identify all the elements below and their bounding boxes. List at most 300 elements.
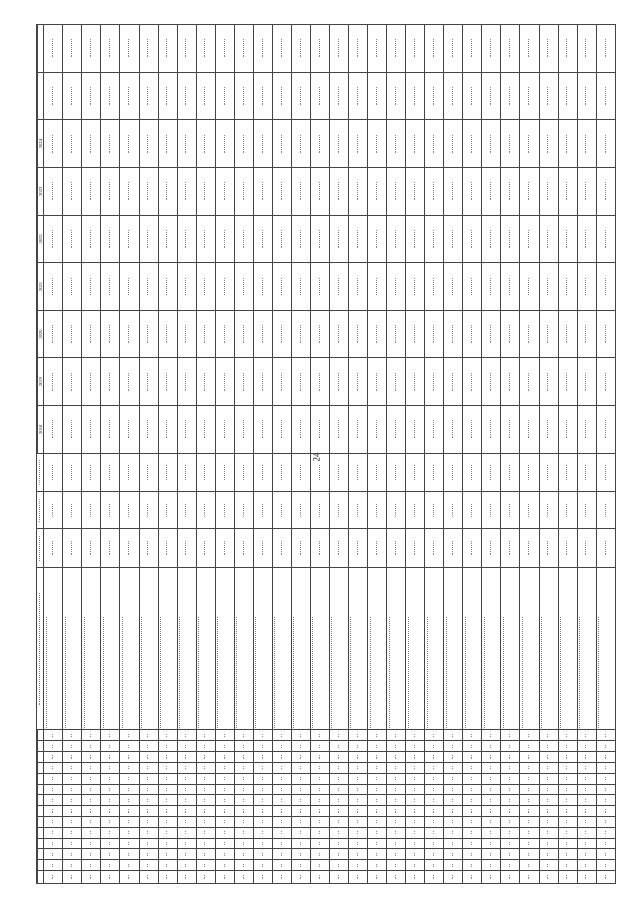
illegible-text (90, 87, 93, 105)
illegible-text (338, 745, 341, 748)
illegible-text (605, 810, 608, 813)
row-value-cell (158, 795, 177, 806)
row-value-cell (349, 310, 368, 358)
row-value-cell (482, 795, 501, 806)
row-value-cell (63, 752, 82, 763)
row-value-cell (120, 784, 139, 795)
illegible-text (166, 777, 169, 780)
row-value-cell (44, 795, 63, 806)
row-value-cell (215, 168, 234, 216)
row-value-cell (349, 730, 368, 741)
illegible-text (585, 810, 588, 813)
row-value-cell (596, 72, 615, 120)
table-row (425, 25, 444, 884)
illegible-text (281, 799, 284, 802)
row-value-cell (158, 860, 177, 871)
header-year: 2023 (38, 168, 44, 216)
row-value-cell (120, 806, 139, 817)
row-value-cell (463, 310, 482, 358)
illegible-text (522, 617, 525, 728)
illegible-text (255, 617, 258, 728)
illegible-text (185, 766, 188, 769)
row-value-cell (139, 806, 158, 817)
row-value-cell (482, 816, 501, 827)
row-value-cell (158, 762, 177, 773)
illegible-text (166, 135, 169, 153)
row-value-cell (101, 168, 120, 216)
row-value-cell (63, 730, 82, 741)
illegible-text (338, 465, 341, 479)
row-value-cell (139, 795, 158, 806)
row-value-cell (349, 25, 368, 73)
illegible-text (452, 820, 455, 823)
row-value-cell (234, 871, 253, 884)
illegible-text (433, 875, 436, 879)
row-value-cell (158, 358, 177, 406)
row-value-cell (215, 838, 234, 849)
row-value-cell (63, 492, 82, 529)
illegible-text (262, 135, 265, 153)
illegible-text (395, 230, 398, 248)
row-value-cell (577, 358, 596, 406)
header-year: 2022 (38, 215, 44, 263)
illegible-text (357, 373, 360, 391)
illegible-text (243, 39, 246, 57)
illegible-text (490, 325, 493, 343)
row-value-cell (253, 806, 272, 817)
row-value-cell (349, 405, 368, 453)
illegible-text (605, 842, 608, 845)
illegible-text (490, 810, 493, 813)
row-value-cell (520, 838, 539, 849)
illegible-text (509, 788, 512, 791)
row-value-cell (177, 358, 196, 406)
illegible-text (395, 465, 398, 479)
row-value-cell (291, 752, 310, 763)
row-value-cell (215, 849, 234, 860)
row-value-cell (520, 310, 539, 358)
illegible-text (579, 617, 582, 728)
row-value-cell (215, 358, 234, 406)
row-value-cell (406, 168, 425, 216)
illegible-text (509, 755, 512, 758)
row-value-cell (577, 849, 596, 860)
illegible-text (204, 135, 207, 153)
row-description-cell (101, 568, 120, 730)
illegible-text (185, 864, 188, 867)
illegible-text (395, 135, 398, 153)
row-value-cell (177, 453, 196, 492)
row-value-cell (120, 529, 139, 568)
illegible-text (128, 777, 131, 780)
row-value-cell (520, 827, 539, 838)
illegible-text (147, 465, 150, 479)
row-value-cell (158, 25, 177, 73)
illegible-text (109, 853, 112, 856)
illegible-text (281, 325, 284, 343)
row-value-cell (368, 860, 387, 871)
row-description-cell (444, 568, 463, 730)
row-value-cell (82, 752, 101, 763)
illegible-text (452, 230, 455, 248)
row-value-cell (577, 741, 596, 752)
row-value-cell (310, 773, 329, 784)
illegible-text (243, 810, 246, 813)
illegible-text (528, 734, 531, 737)
row-value-cell (482, 25, 501, 73)
illegible-text (338, 766, 341, 769)
row-value-cell (406, 752, 425, 763)
illegible-text (566, 135, 569, 153)
row-value-cell (158, 168, 177, 216)
row-value-cell (253, 795, 272, 806)
illegible-text (414, 373, 417, 391)
row-value-cell (272, 752, 291, 763)
row-value-cell (310, 72, 329, 120)
illegible-text (357, 799, 360, 802)
row-value-cell (444, 762, 463, 773)
illegible-text (243, 853, 246, 856)
row-description-cell (215, 568, 234, 730)
row-value-cell (425, 795, 444, 806)
row-value-cell (196, 838, 215, 849)
row-description-cell (44, 568, 63, 730)
illegible-text (185, 831, 188, 834)
illegible-text (147, 420, 150, 438)
table-row (253, 25, 272, 884)
row-value-cell (425, 310, 444, 358)
illegible-text (109, 799, 112, 802)
row-value-cell (329, 762, 348, 773)
illegible-text (224, 755, 227, 758)
row-value-cell (139, 860, 158, 871)
row-value-cell (596, 860, 615, 871)
row-value-cell (425, 816, 444, 827)
row-value-cell (444, 730, 463, 741)
illegible-text (90, 278, 93, 296)
row-value-cell (291, 358, 310, 406)
illegible-text (566, 864, 569, 867)
row-value-cell (272, 263, 291, 311)
illegible-text (490, 230, 493, 248)
row-value-cell (177, 215, 196, 263)
illegible-text (509, 541, 512, 555)
illegible-text (433, 853, 436, 856)
row-value-cell (329, 72, 348, 120)
illegible-text (166, 864, 169, 867)
illegible-text (452, 373, 455, 391)
header-year: 2018 (38, 405, 44, 453)
illegible-text (566, 853, 569, 856)
row-value-cell (425, 838, 444, 849)
illegible-text (414, 420, 417, 438)
illegible-text (452, 864, 455, 867)
row-value-cell (444, 827, 463, 838)
row-value-cell (368, 72, 387, 120)
illegible-text (433, 745, 436, 748)
row-value-cell (234, 784, 253, 795)
header-col-base (37, 453, 44, 492)
row-value-cell (310, 871, 329, 884)
row-value-cell (253, 871, 272, 884)
illegible-text (128, 766, 131, 769)
row-value-cell (482, 752, 501, 763)
illegible-text (357, 541, 360, 555)
row-value-cell (101, 838, 120, 849)
illegible-text (585, 766, 588, 769)
row-value-cell (425, 752, 444, 763)
illegible-text (319, 420, 322, 438)
illegible-text (204, 842, 207, 845)
row-value-cell (272, 827, 291, 838)
illegible-text (338, 325, 341, 343)
illegible-text (433, 788, 436, 791)
illegible-text (490, 831, 493, 834)
row-value-cell (425, 529, 444, 568)
illegible-text (319, 745, 322, 748)
illegible-text (357, 420, 360, 438)
illegible-text (185, 777, 188, 780)
illegible-text (204, 541, 207, 555)
row-value-cell (44, 492, 63, 529)
illegible-text (185, 465, 188, 479)
row-value-cell (425, 871, 444, 884)
illegible-text (605, 875, 608, 879)
illegible-text (395, 734, 398, 737)
illegible-text (109, 842, 112, 845)
illegible-text (281, 810, 284, 813)
row-value-cell (463, 762, 482, 773)
illegible-text (585, 745, 588, 748)
illegible-text (408, 617, 411, 728)
illegible-text (300, 745, 303, 748)
row-value-cell (291, 263, 310, 311)
row-value-cell (463, 453, 482, 492)
row-value-cell (425, 263, 444, 311)
row-value-cell (329, 529, 348, 568)
illegible-text (52, 278, 55, 296)
illegible-text (528, 831, 531, 834)
row-value-cell (215, 762, 234, 773)
row-value-cell (520, 72, 539, 120)
illegible-text (376, 373, 379, 391)
illegible-text (547, 420, 550, 438)
illegible-text (471, 420, 474, 438)
row-value-cell (177, 752, 196, 763)
row-value-cell (120, 752, 139, 763)
row-value-cell (406, 25, 425, 73)
row-value-cell (368, 405, 387, 453)
illegible-text (281, 842, 284, 845)
illegible-text (147, 755, 150, 758)
illegible-text (243, 820, 246, 823)
row-description-cell (425, 568, 444, 730)
row-value-cell (101, 795, 120, 806)
row-value-cell (406, 827, 425, 838)
illegible-text (509, 766, 512, 769)
illegible-text (262, 820, 265, 823)
row-value-cell (196, 120, 215, 168)
row-value-cell (177, 784, 196, 795)
illegible-text (528, 87, 531, 105)
illegible-text (357, 755, 360, 758)
row-value-cell (349, 773, 368, 784)
row-value-cell (349, 453, 368, 492)
illegible-text (185, 504, 188, 518)
table-row (158, 25, 177, 884)
row-value-cell (577, 263, 596, 311)
row-value-cell (63, 168, 82, 216)
illegible-text (90, 504, 93, 518)
row-value-cell (291, 741, 310, 752)
row-value-cell (253, 784, 272, 795)
row-value-cell (520, 358, 539, 406)
illegible-text (185, 734, 188, 737)
row-description-cell (368, 568, 387, 730)
row-value-cell (310, 849, 329, 860)
row-value-cell (596, 453, 615, 492)
illegible-text (338, 87, 341, 105)
illegible-text (147, 842, 150, 845)
table-row (82, 25, 101, 884)
row-value-cell (482, 263, 501, 311)
row-value-cell (177, 827, 196, 838)
row-value-cell (539, 762, 558, 773)
row-value-cell (406, 860, 425, 871)
illegible-text (319, 788, 322, 791)
illegible-text (281, 465, 284, 479)
row-value-cell (291, 492, 310, 529)
illegible-text (71, 799, 74, 802)
illegible-text (281, 875, 284, 879)
illegible-text (319, 541, 322, 555)
illegible-text (128, 810, 131, 813)
row-value-cell (272, 453, 291, 492)
illegible-text (528, 541, 531, 555)
illegible-text (52, 230, 55, 248)
row-value-cell (444, 806, 463, 817)
table-row (539, 25, 558, 884)
row-value-cell (444, 871, 463, 884)
row-value-cell (82, 25, 101, 73)
row-value-cell (272, 405, 291, 453)
row-value-cell (272, 838, 291, 849)
illegible-text (414, 755, 417, 758)
row-value-cell (101, 762, 120, 773)
illegible-text (357, 734, 360, 737)
row-value-cell (44, 784, 63, 795)
illegible-text (147, 87, 150, 105)
illegible-text (243, 875, 246, 879)
illegible-text (185, 182, 188, 200)
illegible-text (357, 504, 360, 518)
illegible-text (414, 745, 417, 748)
illegible-text (281, 853, 284, 856)
illegible-text (395, 831, 398, 834)
illegible-text (433, 504, 436, 518)
row-value-cell (349, 762, 368, 773)
row-value-cell (387, 773, 406, 784)
row-value-cell (272, 215, 291, 263)
illegible-text (224, 831, 227, 834)
row-value-cell (558, 358, 577, 406)
illegible-text (147, 777, 150, 780)
illegible-text (395, 87, 398, 105)
illegible-text (547, 465, 550, 479)
row-value-cell (368, 752, 387, 763)
illegible-text (204, 875, 207, 879)
row-value-cell (577, 806, 596, 817)
row-value-cell (539, 263, 558, 311)
row-value-cell (63, 849, 82, 860)
illegible-text (338, 278, 341, 296)
row-value-cell (368, 871, 387, 884)
row-value-cell (387, 263, 406, 311)
illegible-text (433, 820, 436, 823)
illegible-text (490, 373, 493, 391)
illegible-text (166, 820, 169, 823)
row-value-cell (520, 816, 539, 827)
row-value-cell (234, 492, 253, 529)
row-value-cell (82, 453, 101, 492)
row-value-cell (558, 784, 577, 795)
illegible-text (224, 230, 227, 248)
illegible-text (204, 799, 207, 802)
row-value-cell (253, 453, 272, 492)
illegible-text (52, 820, 55, 823)
row-value-cell (425, 492, 444, 529)
row-value-cell (82, 263, 101, 311)
row-value-cell (596, 492, 615, 529)
illegible-text (300, 777, 303, 780)
row-value-cell (444, 120, 463, 168)
row-value-cell (82, 72, 101, 120)
row-value-cell (272, 816, 291, 827)
row-value-cell (501, 849, 520, 860)
row-value-cell (158, 827, 177, 838)
illegible-text (262, 853, 265, 856)
row-value-cell (596, 310, 615, 358)
illegible-text (319, 853, 322, 856)
illegible-text (90, 831, 93, 834)
illegible-text (452, 465, 455, 479)
illegible-text (52, 755, 55, 758)
row-value-cell (215, 806, 234, 817)
illegible-text (90, 373, 93, 391)
illegible-text (471, 831, 474, 834)
illegible-text (605, 135, 608, 153)
row-value-cell (425, 405, 444, 453)
illegible-text (147, 745, 150, 748)
illegible-text (185, 87, 188, 105)
row-value-cell (349, 529, 368, 568)
illegible-text (433, 864, 436, 867)
illegible-text (585, 504, 588, 518)
illegible-text (452, 541, 455, 555)
illegible-text (109, 278, 112, 296)
row-value-cell (558, 263, 577, 311)
program-indicators-table (36, 24, 616, 884)
row-value-cell (520, 762, 539, 773)
illegible-text (185, 755, 188, 758)
illegible-text (52, 734, 55, 737)
row-value-cell (310, 838, 329, 849)
row-value-cell (215, 72, 234, 120)
header-col-weight (37, 492, 44, 529)
illegible-text (300, 820, 303, 823)
row-value-cell (596, 816, 615, 827)
table-row (120, 25, 139, 884)
